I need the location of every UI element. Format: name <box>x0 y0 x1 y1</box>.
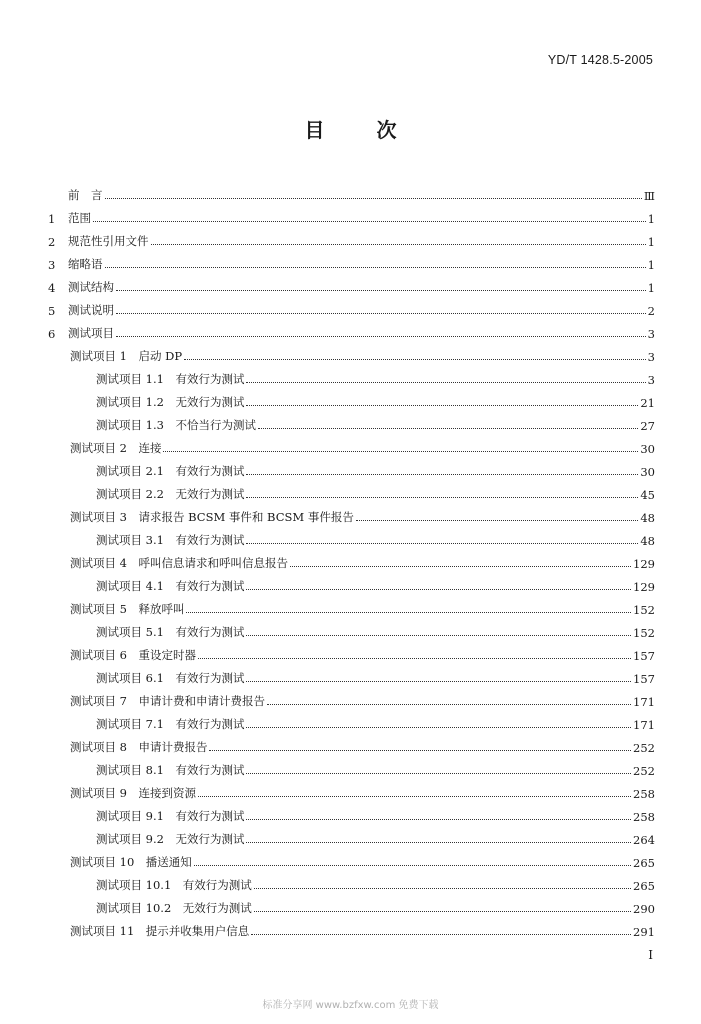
toc-entry-label: 范围 <box>68 211 91 225</box>
toc-entry[interactable] <box>48 709 655 732</box>
toc-entry-label: 测试项目 1.3 不恰当行为测试 <box>96 418 256 432</box>
toc-entry-label: 测试项目 9.1 有效行为测试 <box>96 809 245 823</box>
toc-dot-leader <box>254 888 631 889</box>
toc-entry-page: 252 <box>633 764 655 778</box>
toc-entry-label: 测试项目 5.1 有效行为测试 <box>96 625 245 639</box>
toc-entry-label: 测试项目 6 重设定时器 <box>70 648 196 662</box>
toc-entry[interactable] <box>48 410 655 433</box>
toc-dot-leader <box>246 842 631 843</box>
toc-dot-leader <box>116 313 646 314</box>
toc-entry-label: 测试项目 4.1 有效行为测试 <box>96 579 245 593</box>
toc-entry[interactable] <box>48 571 655 594</box>
toc-dot-leader <box>105 198 642 199</box>
toc-dot-leader <box>198 796 631 797</box>
toc-dot-leader <box>246 497 638 498</box>
toc-entry-label: 测试项目 2 连接 <box>70 441 162 455</box>
toc-entry-label: 测试项目 10.1 有效行为测试 <box>96 878 252 892</box>
toc-entry-page: 2 <box>647 304 655 318</box>
toc-dot-leader <box>105 267 646 268</box>
toc-entry-label: 测试项目 <box>68 326 114 340</box>
toc-entry-label: 测试结构 <box>68 280 114 294</box>
toc-entry[interactable] <box>48 801 655 824</box>
toc-dot-leader <box>116 290 646 291</box>
toc-dot-leader <box>209 750 631 751</box>
toc-dot-leader <box>184 359 646 360</box>
toc-entry[interactable] <box>48 249 655 272</box>
toc-entry-page: 3 <box>647 327 655 341</box>
toc-entry-label: 测试说明 <box>68 303 114 317</box>
toc-dot-leader <box>246 681 631 682</box>
toc-dot-leader <box>93 221 646 222</box>
toc-entry[interactable] <box>48 525 655 548</box>
toc-entry[interactable] <box>48 594 655 617</box>
toc-entry-page: 152 <box>633 603 655 617</box>
toc-dot-leader <box>258 428 638 429</box>
toc-dot-leader <box>251 934 631 935</box>
toc-entry[interactable] <box>48 479 655 502</box>
toc-entry[interactable] <box>48 387 655 410</box>
toc-dot-leader <box>246 474 638 475</box>
page-number: I <box>648 948 653 962</box>
toc-entry-page: 129 <box>633 580 655 594</box>
toc-entry[interactable] <box>48 732 655 755</box>
toc-entry[interactable] <box>48 916 655 939</box>
toc-entry[interactable] <box>48 893 655 916</box>
toc-entry-page: 291 <box>633 925 655 939</box>
toc-entry-page: 129 <box>633 557 655 571</box>
toc-entry-page: 258 <box>633 787 655 801</box>
toc-dot-leader <box>246 819 631 820</box>
toc-entry-page: 21 <box>640 396 655 410</box>
toc-entry-page: 171 <box>633 695 655 709</box>
toc-entry-label: 测试项目 10 播送通知 <box>70 855 192 869</box>
toc-entry[interactable] <box>48 847 655 870</box>
toc-entry-label: 测试项目 7 申请计费和申请计费报告 <box>70 694 265 708</box>
toc-entry[interactable] <box>48 617 655 640</box>
toc-entry-page: 48 <box>640 511 655 525</box>
toc-entry-page: 265 <box>633 879 655 893</box>
page-title: 目次 <box>304 118 449 142</box>
toc-entry-label: 测试项目 9 连接到资源 <box>70 786 196 800</box>
toc-entry-label: 规范性引用文件 <box>68 234 149 248</box>
toc-entry-label: 缩略语 <box>68 257 103 271</box>
toc-dot-leader <box>198 658 631 659</box>
toc-dot-leader <box>356 520 639 521</box>
toc-entry-page: 152 <box>633 626 655 640</box>
toc-entry[interactable] <box>48 824 655 847</box>
toc-entry[interactable] <box>48 502 655 525</box>
toc-dot-leader <box>246 635 631 636</box>
toc-dot-leader <box>290 566 631 567</box>
toc-entry-page: 3 <box>647 350 655 364</box>
toc-entry[interactable] <box>48 548 655 571</box>
toc-dot-leader <box>186 612 631 613</box>
toc-entry-number: 5 <box>48 304 56 318</box>
toc-entry-page: 171 <box>633 718 655 732</box>
toc-entry-page: 1 <box>647 281 655 295</box>
toc-entry-page: 157 <box>633 649 655 663</box>
toc-entry-page: 252 <box>633 741 655 755</box>
toc-entry-label: 测试项目 1.1 有效行为测试 <box>96 372 245 386</box>
toc-entry-number: 1 <box>48 212 56 226</box>
toc-entry[interactable] <box>48 295 655 318</box>
toc-entry-label: 测试项目 4 呼叫信息请求和呼叫信息报告 <box>70 556 288 570</box>
toc-entry-page: 157 <box>633 672 655 686</box>
toc-entry[interactable] <box>48 341 655 364</box>
toc-entry[interactable] <box>48 226 655 249</box>
toc-entry[interactable] <box>48 870 655 893</box>
toc-dot-leader <box>246 382 645 383</box>
toc-entry-label: 测试项目 9.2 无效行为测试 <box>96 832 245 846</box>
toc-entry-page: 264 <box>633 833 655 847</box>
toc-entry[interactable] <box>48 778 655 801</box>
toc-entry-number: 4 <box>48 281 56 295</box>
toc-entry-page: 265 <box>633 856 655 870</box>
toc-entry-number: 2 <box>48 235 56 249</box>
toc-entry[interactable] <box>48 180 655 203</box>
toc-entry-label: 测试项目 7.1 有效行为测试 <box>96 717 245 731</box>
toc-entry-label: 测试项目 1.2 无效行为测试 <box>96 395 245 409</box>
toc-entry-label: 测试项目 8 申请计费报告 <box>70 740 208 754</box>
toc-entry[interactable] <box>48 364 655 387</box>
toc-entry-page: Ⅲ <box>643 189 655 203</box>
toc-entry[interactable] <box>48 640 655 663</box>
toc-dot-leader <box>246 589 631 590</box>
toc-entry-page: 45 <box>640 488 655 502</box>
toc-entry[interactable] <box>48 203 655 226</box>
toc-entry[interactable] <box>48 318 655 341</box>
toc-dot-leader <box>163 451 638 452</box>
toc-entry-label: 测试项目 2.1 有效行为测试 <box>96 464 245 478</box>
toc-entry-page: 290 <box>633 902 655 916</box>
toc-entry-number: 6 <box>48 327 56 341</box>
toc-entry[interactable] <box>48 272 655 295</box>
toc-entry[interactable] <box>48 456 655 479</box>
toc-entry[interactable] <box>48 686 655 709</box>
standard-code: YD/T 1428.5-2005 <box>547 53 653 67</box>
toc-entry-label: 测试项目 5 释放呼叫 <box>70 602 185 616</box>
toc-entry-label: 测试项目 1 启动 DP <box>70 349 183 363</box>
table-of-contents <box>48 180 655 939</box>
toc-entry-page: 30 <box>640 442 655 456</box>
toc-entry[interactable] <box>48 663 655 686</box>
toc-dot-leader <box>246 543 638 544</box>
toc-entry-label: 测试项目 2.2 无效行为测试 <box>96 487 245 501</box>
toc-dot-leader <box>246 405 638 406</box>
watermark: 标准分享网 www.bzfxw.com 免费下载 <box>262 1000 439 1011</box>
toc-entry[interactable] <box>48 755 655 778</box>
toc-dot-leader <box>267 704 631 705</box>
toc-entry-page: 3 <box>647 373 655 387</box>
toc-entry-page: 27 <box>640 419 655 433</box>
toc-dot-leader <box>116 336 646 337</box>
toc-dot-leader <box>254 911 631 912</box>
toc-entry-label: 前 言 <box>68 188 103 202</box>
toc-entry-label: 测试项目 6.1 有效行为测试 <box>96 671 245 685</box>
toc-entry-label: 测试项目 8.1 有效行为测试 <box>96 763 245 777</box>
toc-entry-label: 测试项目 11 提示并收集用户信息 <box>70 924 250 938</box>
toc-dot-leader <box>194 865 631 866</box>
toc-entry-page: 1 <box>647 235 655 249</box>
toc-entry-page: 48 <box>640 534 655 548</box>
toc-entry-label: 测试项目 3.1 有效行为测试 <box>96 533 245 547</box>
toc-entry[interactable] <box>48 433 655 456</box>
toc-entry-label: 测试项目 10.2 无效行为测试 <box>96 901 252 915</box>
toc-entry-page: 30 <box>640 465 655 479</box>
toc-entry-label: 测试项目 3 请求报告 BCSM 事件和 BCSM 事件报告 <box>70 510 354 524</box>
toc-dot-leader <box>151 244 646 245</box>
toc-entry-number: 3 <box>48 258 56 272</box>
toc-dot-leader <box>246 773 631 774</box>
toc-entry-page: 1 <box>647 212 655 226</box>
toc-entry-page: 1 <box>647 258 655 272</box>
toc-dot-leader <box>246 727 631 728</box>
toc-entry-page: 258 <box>633 810 655 824</box>
